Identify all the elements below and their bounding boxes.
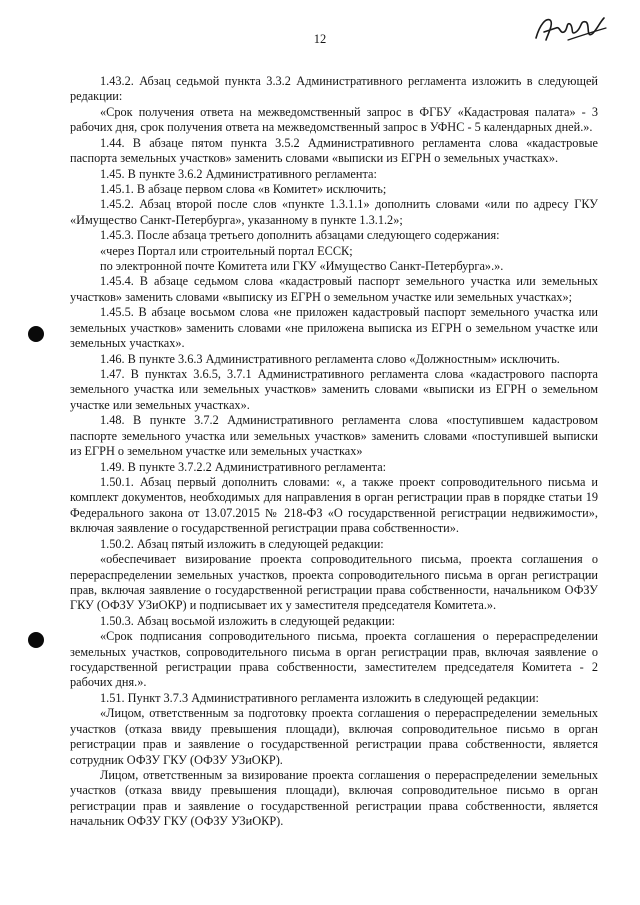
paragraph: «Лицом, ответственным за подготовку проекта соглашения о перераспределении земельных участков (отказа ввиду превышения площади), включая сопроводительное письмо в орган регистрации прав и заявление о государственной регистрации права собственности, является сотрудник ОФЗУ ГКУ (ОФЗУ УЗиОКР). — [70, 706, 598, 767]
paragraph: 1.45.3. После абзаца третьего дополнить абзацами следующего содержания: — [100, 228, 500, 243]
binder-hole-bottom — [28, 632, 44, 648]
paragraph: «Срок подписания сопроводительного письма, проекта соглашения о перераспределении земельных участков, сопроводительного письма в орган регистрации прав, включая заявление о государственной регистрации права собственности, заместителем председателя Комитета - 2 рабочих дня.». — [70, 629, 598, 690]
paragraph: «обеспечивает визирование проекта сопроводительного письма, проекта соглашения о перераспределении земельных участков, проекта сопроводительного письма в орган регистрации прав, включая заявление о государственной регистрации права собственности, начальником ОФЗУ ГКУ (ОФЗУ УЗиОКР) и подписывает их у заместителя председателя Комитета.». — [70, 552, 598, 613]
paragraph: 1.50.3. Абзац восьмой изложить в следующей редакции: — [100, 613, 395, 628]
paragraph: Лицом, ответственным за визирование проекта соглашения о перераспределении земельных участков (отказа ввиду превышения площади), включая сопроводительное письмо в орган регистрации прав и заявление о государственной регистрации права собственности, является начальник ОФЗУ ГКУ (ОФЗУ УЗиОКР). — [70, 767, 598, 829]
paragraph: 1.46. В пункте 3.6.3 Административного регламента слово «Должностным» исключить. — [100, 351, 560, 366]
paragraph: 1.45. В пункте 3.6.2 Административного регламента: — [100, 166, 377, 181]
paragraph: по электронной почте Комитета или ГКУ «Имущество Санкт-Петербурга».». — [100, 259, 504, 274]
page-number: 12 — [313, 32, 327, 46]
paragraph: 1.50.1. Абзац первый дополнить словами: «, а также проект сопроводительного письма и комплект документов, необходимых для направления в орган регистрации прав в порядке статьи 19 Федерального закона от 13.07.2015 № 218-ФЗ «О государственной регистрации недвижимости», включая заявление о государственной регистрации права собственности». — [70, 474, 598, 536]
binder-hole-top — [28, 326, 44, 342]
paragraph: 1.43.2. Абзац седьмой пункта 3.3.2 Административного регламента изложить в следующей редакции: — [70, 74, 598, 104]
paragraph: 1.47. В пунктах 3.6.5, 3.7.1 Административного регламента слова «кадастрового паспорта земельного участка или земельных участков» заменить словами «выписки из ЕГРН о земельном участке или земельных участках». — [70, 367, 598, 412]
paragraph: 1.48. В пункте 3.7.2 Административного регламента слова «поступившем кадастровом паспорте земельного участка или земельных участков» заменить словами «поступившей выписки из ЕГРН о земельном участке или земельных участках» — [70, 413, 598, 459]
paragraph: 1.45.5. В абзаце восьмом слова «не приложен кадастровый паспорт земельного участка или земельных участков» заменить словами «не приложена выписка из ЕГРН о земельном участке или земельных участках». — [70, 305, 598, 351]
paragraph: 1.50.2. Абзац пятый изложить в следующей редакции: — [100, 536, 384, 551]
paragraph: 1.45.4. В абзаце седьмом слова «кадастровый паспорт земельного участка или земельных участков» заменить словами «выписку из ЕГРН о земельном участке или земельных участках»; — [70, 274, 598, 304]
paragraph: «через Портал или строительный портал ЕССК; — [100, 243, 353, 258]
paragraph: 1.49. В пункте 3.7.2.2 Административного регламента: — [100, 459, 387, 474]
paragraph: 1.51. Пункт 3.7.3 Административного регламента изложить в следующей редакции: — [100, 690, 539, 705]
handwritten-signature — [530, 10, 610, 50]
paragraph: 1.44. В абзаце пятом пункта 3.5.2 Административного регламента слова «кадастровые паспорта земельных участков» заменить словами «выписки из ЕГРН о земельных участках». — [70, 135, 598, 166]
paragraph: 1.45.1. В абзаце первом слова «в Комитет» исключить; — [100, 181, 387, 196]
paragraph: 1.45.2. Абзац второй после слов «пункте 1.3.1.1» дополнить словами «или по адресу ГКУ «Имущество Санкт-Петербурга», указанному в пункте 1.3.1.2»; — [70, 197, 598, 227]
paragraph: «Срок получения ответа на межведомственный запрос в ФГБУ «Кадастровая палата» - 3 рабочих дня, срок получения ответа на межведомственный запрос в УФНС - 5 календарных дней.». — [70, 104, 598, 135]
document-body — [70, 74, 598, 830]
